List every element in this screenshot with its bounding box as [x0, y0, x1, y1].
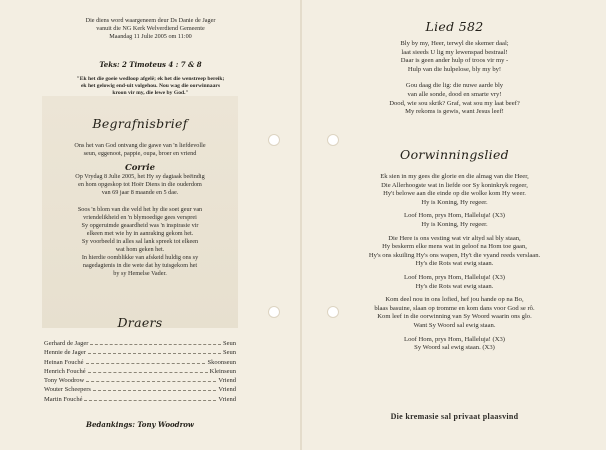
verse-line: blaas basuine, slaan op tromme en kom dans voor God se rô.	[374, 304, 535, 312]
bearer-name: Wouter Scheepers	[44, 386, 91, 394]
verse-line: Loof Hom, prys Hom, Halleluja! (X3)	[404, 335, 505, 343]
bearer-relation: Seun	[223, 340, 236, 347]
verse-line: Daar is geen ander hulp of troos vir my -	[400, 57, 509, 65]
verse-line: Kom deel nou in ons lofied, hef jou hande op na Bo,	[385, 296, 524, 304]
verse-line: Want Sy Woord sal ewig staan.	[413, 321, 496, 329]
bearer-row	[44, 367, 236, 376]
service-line: Die diens word waargeneem deur Ds Danie de Jager	[85, 17, 216, 24]
poem-line: by sy Hemelse Vader.	[113, 270, 167, 277]
verse-line: Dood, wie sou skrik? Graf, wat sou my laat beef?	[389, 99, 520, 107]
verse-line: Die Allerhoogste wat in liefde oor Sy koninkryk regeer,	[381, 181, 528, 189]
obituary-heading: Begrafnisbrief	[92, 116, 188, 131]
verse-line: Gou daag die lig: die nuwe aarde bly	[405, 82, 504, 90]
leader-dots	[93, 389, 216, 391]
bearer-relation: Seun	[223, 349, 236, 357]
left-page	[0, 0, 300, 450]
poem-line: In hierdie oomblikke van afskeid huldig ons sy	[81, 254, 199, 261]
verse-line: Die Here is ons vesting wat vir altyd sal bly staan,	[388, 234, 521, 242]
bearer-relation: Vriend	[218, 386, 236, 394]
obituary-line: Ons het van God ontvang die gawe van 'n liefdevolle	[74, 142, 206, 149]
leader-dots	[90, 343, 221, 345]
poem-line: nagedagtenis in die wete dat hy tuisgekom het	[82, 262, 198, 269]
bearer-row	[44, 339, 236, 348]
scripture-quote	[38, 76, 263, 98]
punch-hole	[268, 306, 280, 318]
leader-dots	[88, 352, 221, 354]
verse-line: Hy beskerm elke mens wat in geloof na Hom toe gaan,	[382, 243, 527, 251]
page-fold	[300, 0, 302, 450]
verse-line: Sy Woord sal ewig staan. (X3)	[414, 344, 495, 352]
bearer-row	[44, 376, 236, 385]
bearer-name: Heinan Fouché	[44, 358, 84, 366]
bearer-relation: Skoonseun	[207, 358, 236, 366]
leader-dots	[84, 399, 216, 401]
verse-line: Hy's die Rots wat ewig staan.	[415, 260, 494, 268]
bearer-name: Hennie de Jager	[44, 349, 86, 357]
leader-dots	[86, 380, 216, 382]
death-notice	[42, 173, 238, 197]
hymn-text	[303, 40, 606, 117]
verse-line: laat sieeds U lig my lewenspad bestraal!	[401, 48, 508, 56]
notice-line: Op Vrydag 8 Julie 2005, het Hy sy dagtaak beëindig	[75, 173, 205, 180]
service-line: Maandag 11 Julie 2005 om 11:00	[109, 33, 192, 40]
scripture-reference: Teks: 2 Timoteus 4 : 7 & 8	[99, 60, 202, 69]
verse-line: Kom leef in die oorwinning van Sy Woord waarin ons glo.	[377, 313, 532, 321]
service-line: vanuit die NG Kerk Welverdiend Gemeente	[96, 25, 205, 32]
song-heading: Oorwinningslied	[400, 147, 509, 162]
verse-line: Hy't belowe aan die einde op die wolke kom Hy weer.	[383, 190, 526, 198]
poem-line: vriendelikheid en 'n blymoedige gees versprei	[83, 214, 197, 221]
bearers-list	[44, 339, 236, 404]
bearers-heading: Draers	[117, 315, 163, 330]
notice-line: van 69 jaar 8 maande en 5 dae.	[101, 189, 179, 196]
verse-line: Bly by my, Heer, terwyl die skemer daal;	[400, 40, 509, 47]
deceased-name: Corrie	[124, 163, 156, 173]
verse-line: Hy's ons skuiling Hy's ons wapen, Hy't die vyand reeds verslaan.	[368, 251, 541, 259]
bearer-name: Tony Woodrow	[44, 377, 85, 385]
bearer-name: Henrich Fouché	[44, 367, 86, 375]
verse-line: My rekoms is gewis, want Jesus leef!	[405, 108, 504, 116]
bearer-row	[44, 385, 236, 394]
cremation-note: Die kremasie sal privaat plaasvind	[390, 412, 519, 421]
poem-line: wat hom geken het.	[115, 246, 165, 253]
tribute-poem	[42, 206, 238, 278]
bearer-row	[44, 348, 236, 357]
verse-line: Loof Hom, prys Hom, Halleluja! (X3)	[404, 212, 505, 220]
quote-line: kroon vir my, die lewe by God."	[112, 90, 189, 97]
verse-line: Loof Hom, prys Hom, Halleluja! (X3)	[404, 273, 505, 281]
poem-line: elkeen met wie hy in aanraking gekom het.	[86, 230, 194, 237]
leader-dots	[88, 371, 208, 373]
verse-line: Hy is Koning, Hy regeer.	[421, 198, 488, 206]
notice-line: en hom opgeskop tot Hoër Diens in die ouderdom	[78, 181, 202, 188]
verse-line: Hy is Koning, Hy regeer.	[421, 220, 488, 228]
service-info	[38, 17, 263, 41]
acknowledgements: Bedankings: Tony Woodrow	[86, 420, 194, 429]
verse-line: Hy's die Rots wat ewig staan.	[415, 282, 494, 290]
song-text	[303, 173, 606, 353]
bearer-name: Martin Fouché	[44, 395, 83, 403]
verse-line: Hulp van die hulpelose, bly my by!	[407, 65, 502, 73]
bearer-row	[44, 358, 236, 367]
bearer-row	[44, 395, 236, 404]
bearer-name: Gerhard de Jager	[44, 340, 89, 347]
quote-line: "Ek het die goeie wedloop afgelê; ek het die wenstreep bereik;	[76, 76, 225, 82]
punch-hole	[268, 134, 280, 146]
poem-line: Soos 'n blom van die veld het hy die soet geur van	[77, 206, 203, 213]
bearer-relation: Vriend	[218, 377, 236, 385]
hymn-heading: Lied 582	[425, 19, 484, 34]
right-page	[303, 0, 606, 450]
poem-line: Sy opgeruimde geaardheid was 'n inspirasie vir	[81, 222, 199, 229]
leader-dots	[86, 362, 206, 364]
quote-line: ek het gelowig end-uit volgehou. Nou wag die oorwinnaars	[80, 83, 221, 90]
bearer-relation: Vriend	[218, 395, 236, 403]
obituary-text	[42, 142, 238, 158]
obituary-line: seun, eggenoot, pappie, oupa, broer en vriend	[83, 150, 197, 157]
poem-line: Sy voorbeeld in alles sal lank spreek tot elkeen	[81, 238, 199, 245]
verse-line: van alle sonde, dood en smarte vry!	[407, 90, 502, 98]
verse-line: Ek sien in my gees die glorie en die almag van die Heer,	[380, 173, 529, 180]
bearer-relation: Kleinseun	[209, 367, 236, 375]
